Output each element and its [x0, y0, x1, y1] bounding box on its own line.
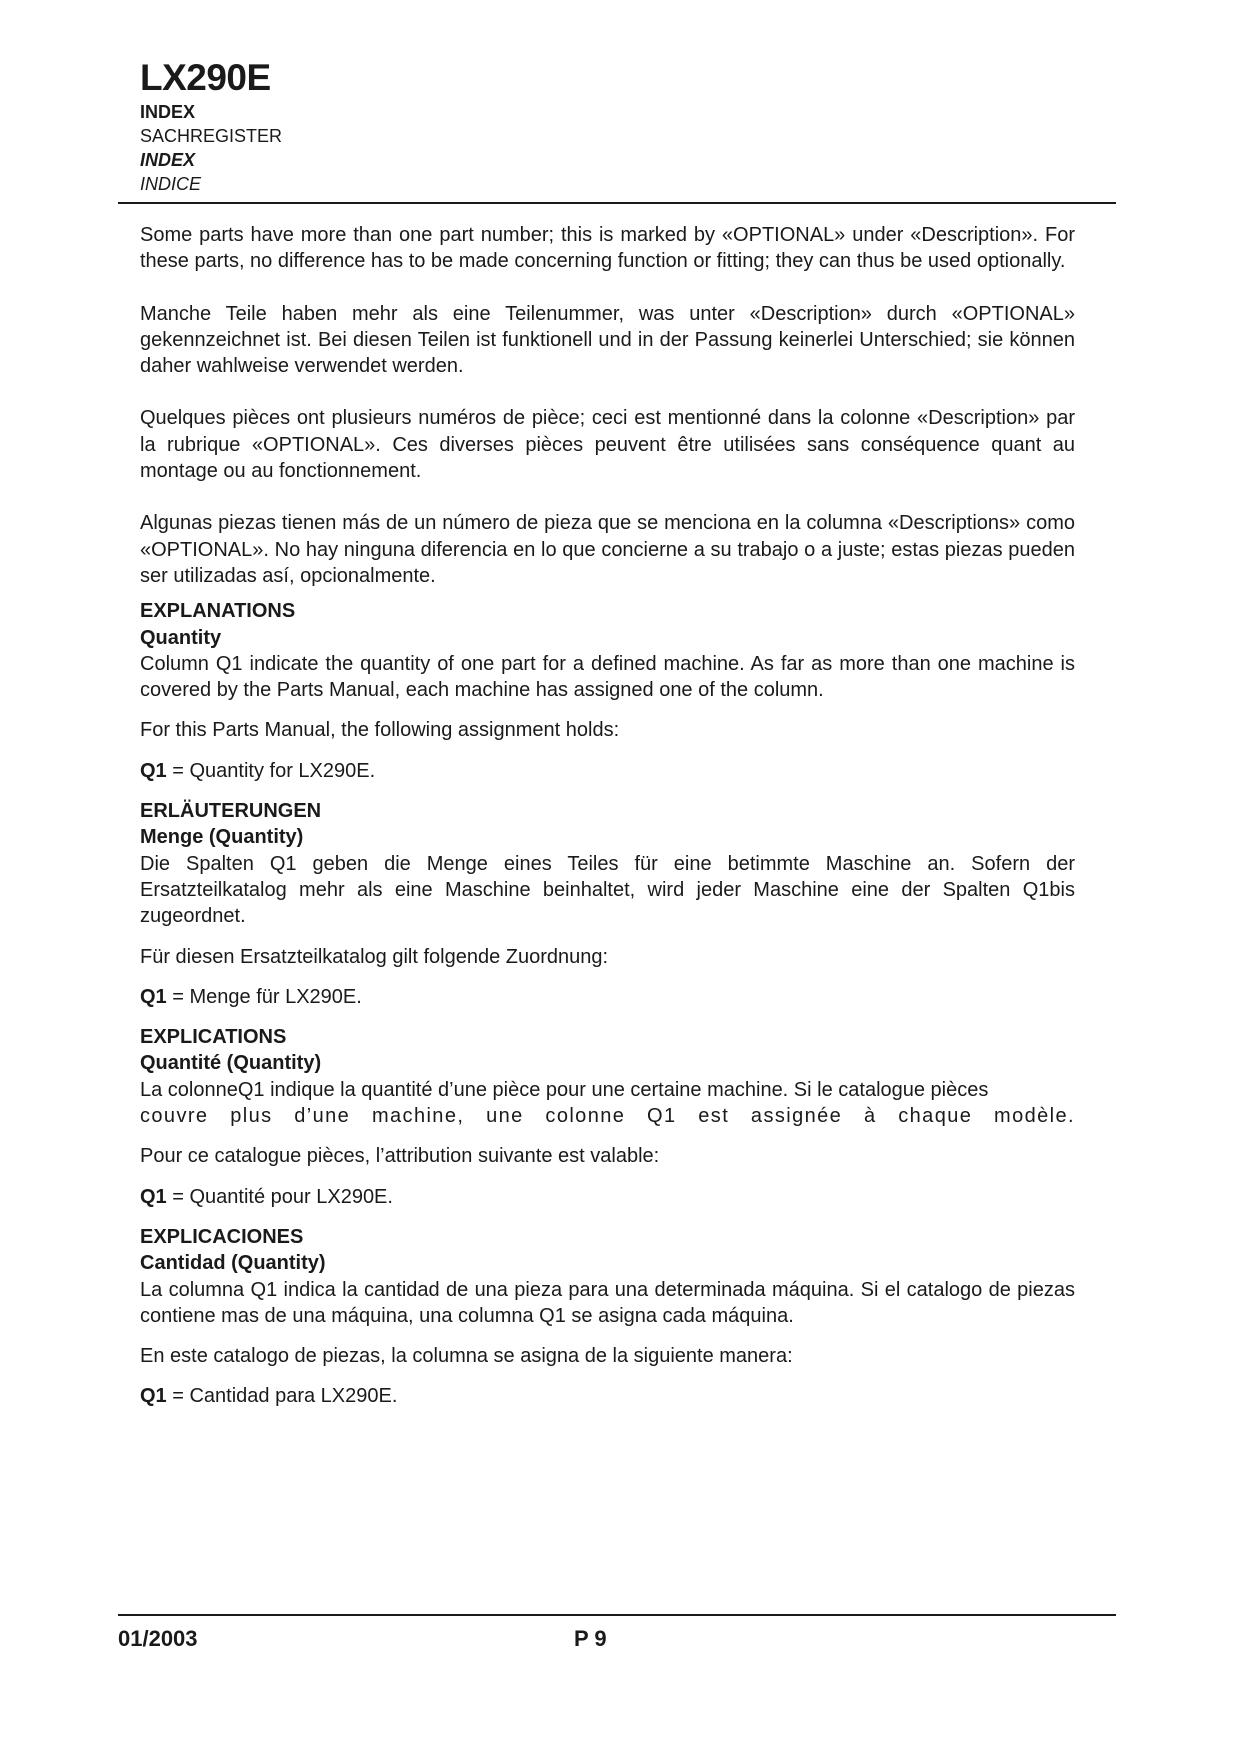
header-divider [118, 202, 1116, 204]
section-assignment-de: Für diesen Ersatzteilkatalog gilt folgende Zuordnung: [140, 945, 609, 968]
section-body-fr-line1: La colonneQ1 indique la quantité d’une pièce pour une certaine machine. Si le catalogue pièces [140, 1078, 989, 1101]
section-assignment-es: En este catalogo de piezas, la columna se asigna de la siguiente manera: [140, 1345, 793, 1368]
section-q1-en [140, 758, 1075, 784]
q1-text: = Quantité pour LX290E. [166, 1185, 393, 1208]
page-header [140, 56, 282, 196]
q1-label: Q1 [140, 759, 167, 782]
page-number: P 9 [574, 1626, 607, 1651]
optional-note-de: Manche Teile haben mehr als eine Teilenummer, was unter «Description» durch «OPTIONAL» gekennzeichnet ist. Bei diesen Teilen ist funktionell und in der Passung keinerlei Unterschied; sie können daher wahlweise verwendet werden. [140, 302, 1075, 378]
model-title: LX290E [140, 57, 271, 98]
index-label-de: SACHREGISTER [140, 126, 283, 146]
section-q1-fr [140, 1184, 1075, 1210]
section-heading-fr: EXPLICATIONS [140, 1026, 287, 1049]
main-content [140, 222, 1075, 1410]
section-body-de: Die Spalten Q1 geben die Menge eines Teiles für eine betimmte Maschine an. Sofern der Ersatzteilkatalog mehr als eine Maschine beinhaltet, wird jeder Maschine eine der Spalten Q1bis zugeordnet. [140, 852, 1075, 928]
section-heading-de: ERLÄUTERUNGEN [140, 800, 322, 823]
index-label-it: INDICE [140, 174, 202, 194]
section-subheading-es: Cantidad (Quantity) [140, 1252, 326, 1275]
q1-text: = Menge für LX290E. [166, 985, 362, 1008]
q1-label: Q1 [140, 985, 167, 1008]
section-subheading-de: Menge (Quantity) [140, 826, 304, 849]
q1-text: = Quantity for LX290E. [166, 759, 376, 782]
index-label-en: INDEX [140, 102, 196, 122]
index-label-fr: INDEX [140, 150, 196, 170]
section-body-en: Column Q1 indicate the quantity of one part for a defined machine. As far as more than one machine is covered by the Parts Manual, each machine has assigned one of the column. [140, 652, 1075, 702]
section-subheading-fr: Quantité (Quantity) [140, 1052, 322, 1075]
section-body-fr-line2: couvre plus d’une machine, une colonne Q1 est assignée à chaque modèle. [140, 1105, 1075, 1128]
section-q1-es [140, 1383, 1075, 1409]
section-q1-de [140, 984, 1075, 1010]
optional-note-fr: Quelques pièces ont plusieurs numéros de pièce; ceci est mentionné dans la colonne «Description» par la rubrique «OPTIONAL». Ces diverses pièces peuvent être utilisées sans conséquence quant au montage ou au fonctionnement. [140, 407, 1075, 483]
section-body-es: La columna Q1 indica la cantidad de una pieza para una determinada máquina. Si el catalogo de piezas contiene mas de una máquina, una columna Q1 se asigna cada máquina. [140, 1278, 1075, 1327]
section-assignment-en: For this Parts Manual, the following assignment holds: [140, 719, 620, 742]
footer-date: 01/2003 [118, 1626, 198, 1651]
section-assignment-fr: Pour ce catalogue pièces, l’attribution suivante est valable: [140, 1145, 660, 1168]
section-heading-es: EXPLICACIONES [140, 1225, 304, 1248]
section-heading-en: EXPLANATIONS [140, 600, 296, 623]
q1-text: = Cantidad para LX290E. [166, 1385, 398, 1408]
q1-label: Q1 [140, 1385, 167, 1408]
section-subheading-en: Quantity [140, 626, 222, 649]
optional-note-es: Algunas piezas tienen más de un número de pieza que se menciona en la columna «Descriptions» como «OPTIONAL». No hay ninguna diferencia en lo que concierne a su trabajo o a juste; estas piezas pueden ser utilizadas así, opcionalmente. [140, 512, 1075, 587]
footer-divider [118, 1614, 1116, 1616]
q1-label: Q1 [140, 1185, 167, 1208]
optional-note-en: Some parts have more than one part number; this is marked by «OPTIONAL» under «Description». For these parts, no difference has to be made concerning function or fitting; they can thus be used optionally. [140, 224, 1075, 273]
